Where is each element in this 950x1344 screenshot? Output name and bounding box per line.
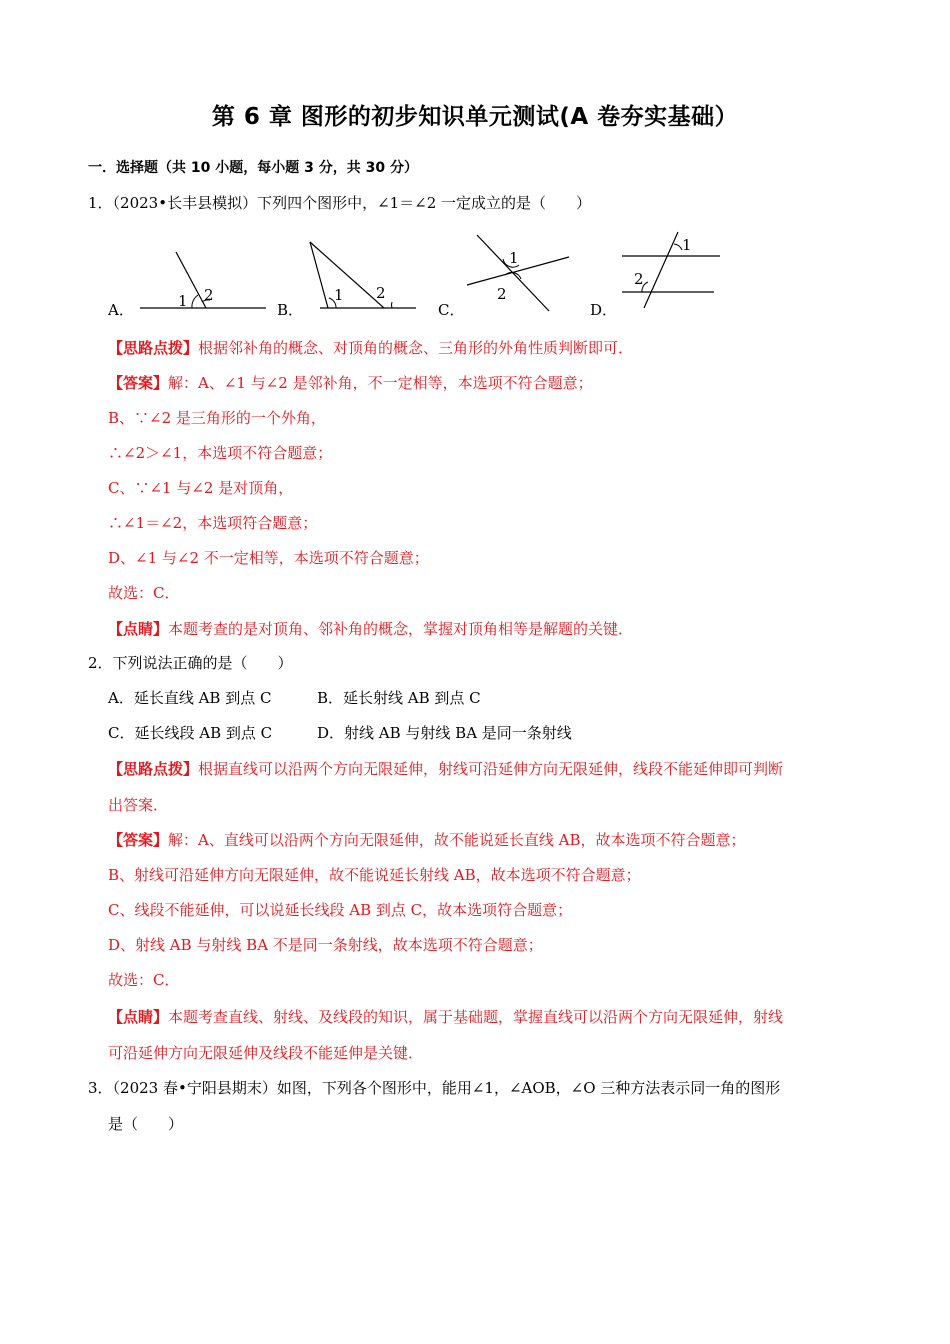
section-heading: 一．选择题（共 10 小题，每小题 3 分，共 30 分） (88, 160, 418, 176)
q1-answer-text-1: 解：A、∠1 与∠2 是邻补角，不一定相等，本选项不符合题意； (168, 374, 593, 392)
q1-option-d-label: D． (590, 301, 618, 319)
q2-option-d: D．射线 AB 与射线 BA 是同一条射线 (317, 724, 572, 742)
q1a-angle-2: 2 (204, 286, 214, 304)
q2-hint-text-1: 根据直线可以沿两个方向无限延伸，射线可沿延伸方向无限延伸，线段不能延伸即可判断 (198, 760, 784, 778)
q1-option-a-label: A． (108, 301, 134, 319)
q2-answer-line-2: B、射线可沿延伸方向无限延伸，故不能说延长射线 AB，故本选项不符合题意； (108, 866, 641, 884)
q1c-angle-2: 2 (497, 285, 507, 303)
q2-answer-text-1: 解：A、直线可以沿两个方向无限延伸，故不能说延长直线 AB，故本选项不符合题意； (168, 831, 746, 849)
q2-option-b: B．延长射线 AB 到点 C (317, 689, 481, 707)
q1-answer-tag: 【答案】 (108, 374, 169, 392)
q2-answer-line-3: C、线段不能延伸，可以说延长线段 AB 到点 C，故本选项符合题意； (108, 901, 573, 919)
q1-comment (108, 619, 633, 639)
q1-answer-line-3: ∴∠2＞∠1，本选项不符合题意； (108, 444, 333, 462)
q3-stem-line-2: 是（ ） (108, 1115, 184, 1133)
q1-option-b-label: B． (277, 301, 304, 319)
q1-figure-d (618, 230, 723, 314)
q2-answer-line-4: D、射线 AB 与射线 BA 不是同一条射线，故本选项不符合题意； (108, 936, 543, 954)
q1b-angle-2: 2 (376, 284, 386, 302)
q2-hint-tag: 【思路点拨】 (108, 760, 199, 778)
q2-answer-line-5: 故选：C． (108, 971, 180, 989)
q1d-angle-2: 2 (634, 270, 644, 288)
q2-answer-tag: 【答案】 (108, 831, 169, 849)
q1-figure-c (465, 233, 575, 317)
q2-option-c: C．延长线段 AB 到点 C (108, 724, 273, 742)
q1-answer-line-1 (108, 373, 593, 393)
q2-comment-text-1: 本题考查直线、射线、及线段的知识，属于基础题，掌握直线可以沿两个方向无限延伸，射线 (168, 1008, 784, 1026)
q1-answer-line-5: ∴∠1＝∠2，本选项符合题意； (108, 514, 318, 532)
q1c-angle-1: 1 (509, 249, 519, 267)
q1-stem: 1．（2023•长丰县模拟）下列四个图形中，∠1＝∠2 一定成立的是（ ） (88, 194, 592, 212)
q2-hint-line-2: 出答案． (108, 796, 169, 814)
q1-hint-tag: 【思路点拨】 (108, 339, 199, 357)
q1-comment-text: 本题考查的是对顶角、邻补角的概念，掌握对顶角相等是解题的关键． (168, 620, 634, 638)
q2-comment-tag: 【点睛】 (108, 1008, 169, 1026)
q1-option-c-label: C． (438, 301, 465, 319)
q2-answer-line-1 (108, 830, 745, 850)
page-title: 第 6 章 图形的初步知识单元测试(A 卷夯实基础） (211, 104, 739, 130)
q1-comment-tag: 【点睛】 (108, 620, 169, 638)
q3-stem-line-1: 3．（2023 春•宁阳县期末）如图，下列各个图形中，能用∠1，∠AOB，∠O 三种方法表示同一角的图形 (88, 1079, 781, 1097)
q1d-angle-1: 1 (682, 236, 692, 254)
q1a-angle-1: 1 (178, 292, 188, 310)
q1-figure-b (306, 240, 421, 316)
q1-hint-text: 根据邻补角的概念、对顶角的概念、三角形的外角性质判断即可． (198, 339, 634, 357)
q2-stem: 2．下列说法正确的是（ ） (88, 654, 293, 672)
q2-hint-line-1 (108, 759, 783, 779)
q2-option-a: A．延长直线 AB 到点 C (108, 689, 272, 707)
q2-comment-line-1 (108, 1007, 783, 1027)
q1-answer-line-2: B、∵∠2 是三角形的一个外角， (108, 409, 326, 427)
q1-answer-line-4: C、∵∠1 与∠2 是对顶角， (108, 479, 294, 497)
q1-answer-line-6: D、∠1 与∠2 不一定相等，本选项不符合题意； (108, 549, 429, 567)
q1-answer-line-7: 故选：C． (108, 584, 180, 602)
q1-hint (108, 338, 633, 358)
q1-figure-a (140, 250, 270, 316)
q1b-angle-1: 1 (334, 286, 344, 304)
q2-comment-line-2: 可沿延伸方向无限延伸及线段不能延伸是关键． (108, 1044, 424, 1062)
